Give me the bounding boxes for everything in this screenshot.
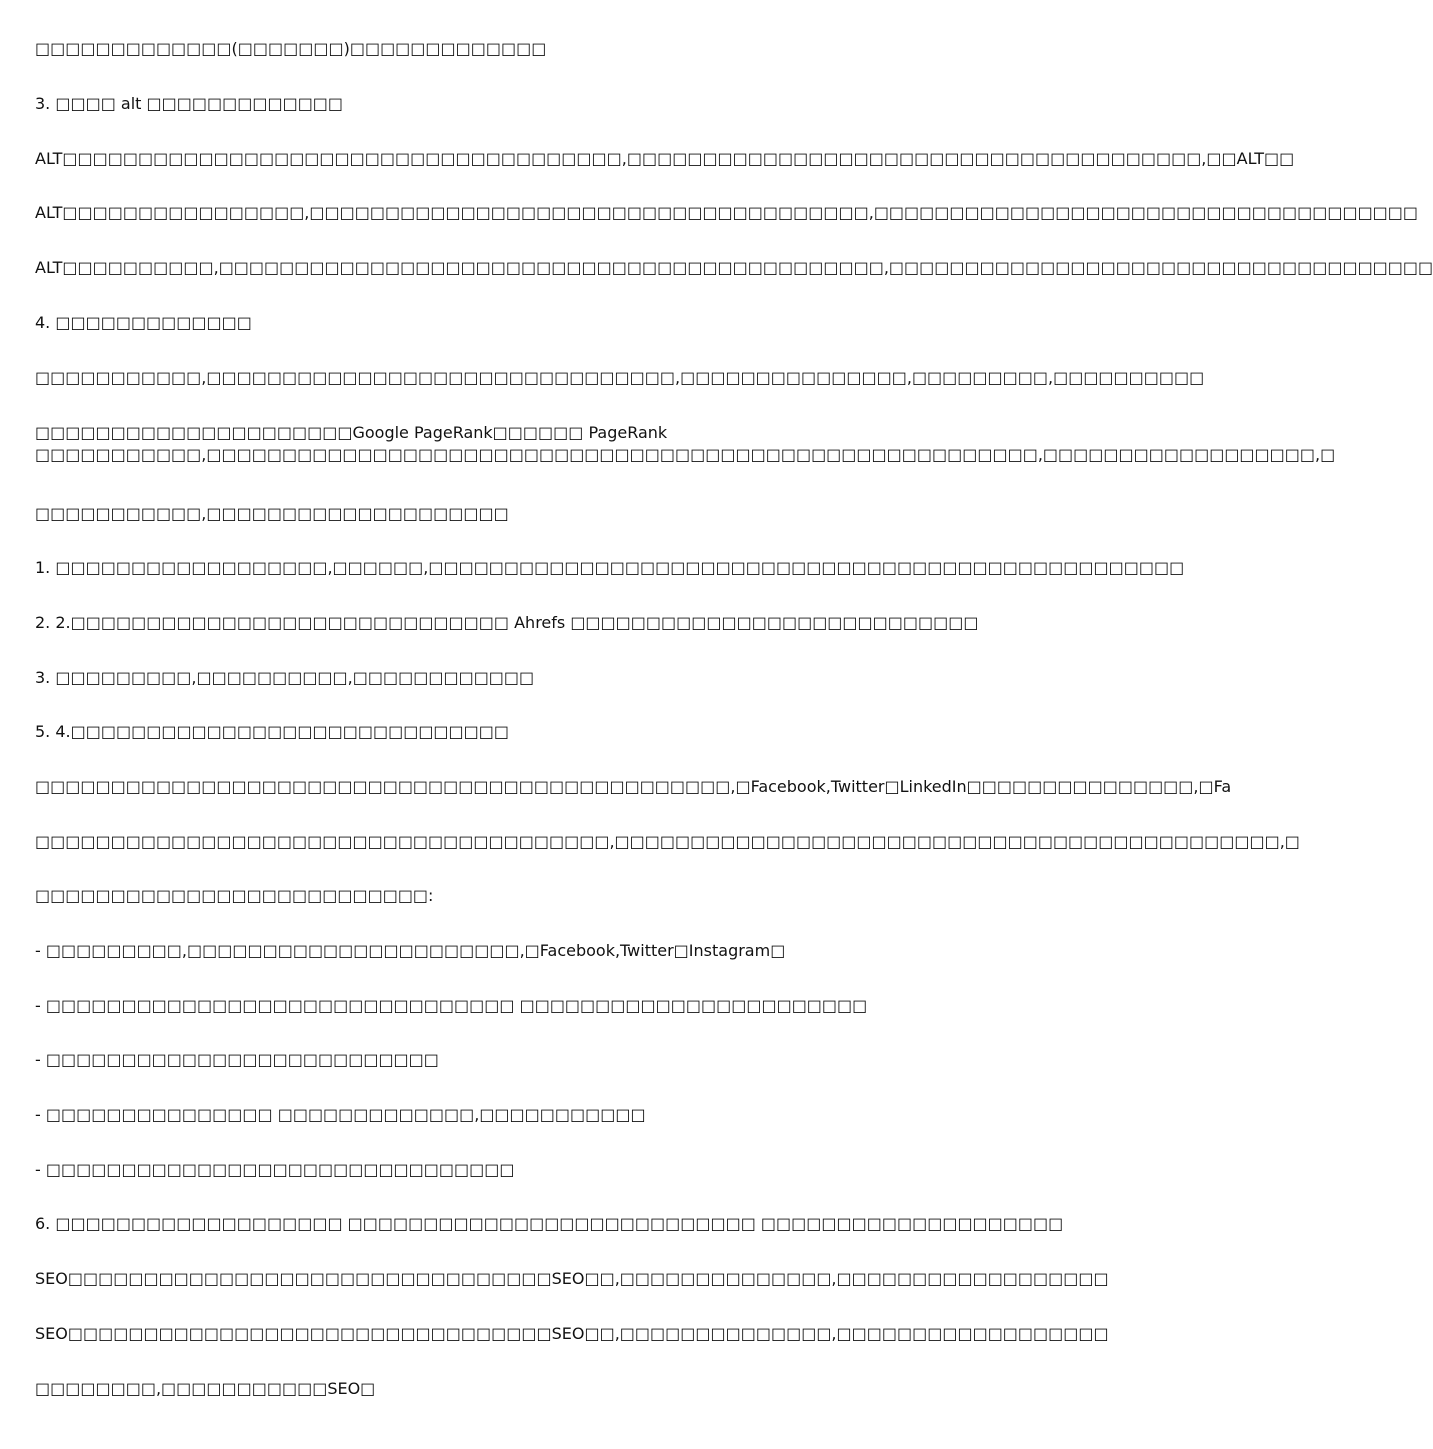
section-heading: 4. □□□□□□□□□□□□□ [35,313,252,332]
list-item: 3. □□□□□□□□□,□□□□□□□□□□,□□□□□□□□□□□□ [35,668,535,687]
section-heading: 3. □□□□ alt □□□□□□□□□□□□□ [35,94,344,113]
text-line: □□□□□□□□□□□,□□□□□□□□□□□□□□□□□□□□□□□□□□□□□□□□□□□□□□□□□□□□□□□□□□□□□□□,□□□□□□□□□□□□□□□□□□,□ [35,445,1336,464]
text-line: □□□□□□□□□□□□□(□□□□□□□)□□□□□□□□□□□□□ [35,39,547,58]
text-line: ALT□□□□□□□□□□□□□□□□,□□□□□□□□□□□□□□□□□□□□□□□□□□□□□□□□□□□□□,□□□□□□□□□□□□□□□□□□□□□□□□□□□□□□□□□□□□ [35,203,1419,222]
text-line: SEO□□□□□□□□□□□□□□□□□□□□□□□□□□□□□□□□SEO□□,□□□□□□□□□□□□□□,□□□□□□□□□□□□□□□□□□ [35,1324,1109,1343]
text-paragraph [35,422,1336,466]
text-line: □□□□□□□□□□□,□□□□□□□□□□□□□□□□□□□□ [35,504,509,523]
text-line: □□□□□□□□□□□□□□□□□□□□□□□□□□□□□□□□□□□□□□□□□□□□□□,□Facebook,Twitter□LinkedIn□□□□□□□□□□□□□□□,□Fa [35,777,1232,796]
section-heading: 5. 4.□□□□□□□□□□□□□□□□□□□□□□□□□□□□□ [35,722,510,741]
text-line: □□□□□□□□□□□,□□□□□□□□□□□□□□□□□□□□□□□□□□□□□□□,□□□□□□□□□□□□□□□,□□□□□□□□□,□□□□□□□□□□ [35,368,1205,387]
text-line: SEO□□□□□□□□□□□□□□□□□□□□□□□□□□□□□□□□SEO□□,□□□□□□□□□□□□□□,□□□□□□□□□□□□□□□□□□ [35,1269,1109,1288]
text-line: □□□□□□□□□□□□□□□□□□□□□Google PageRank□□□□□□ PageRank [35,423,668,442]
text-line: □□□□□□□□□□□□□□□□□□□□□□□□□□□□□□□□□□□□□□,□□□□□□□□□□□□□□□□□□□□□□□□□□□□□□□□□□□□□□□□□□□□,□ [35,832,1300,851]
bullet-item: - □□□□□□□□□,□□□□□□□□□□□□□□□□□□□□□□,□Facebook,Twitter□Instagram□ [35,941,786,960]
text-line: □□□□□□□□□□□□□□□□□□□□□□□□□□: [35,886,434,905]
bullet-item: - □□□□□□□□□□□□□□□ □□□□□□□□□□□□□,□□□□□□□□□□□ [35,1105,646,1124]
section-heading: 6. □□□□□□□□□□□□□□□□□□□ □□□□□□□□□□□□□□□□□□□□□□□□□□□ □□□□□□□□□□□□□□□□□□□□ [35,1214,1064,1233]
text-line: ALT□□□□□□□□□□,□□□□□□□□□□□□□□□□□□□□□□□□□□□□□□□□□□□□□□□□□□□□,□□□□□□□□□□□□□□□□□□□□□□□□□□□□□□□□□□□□ [35,258,1433,277]
bullet-item: - □□□□□□□□□□□□□□□□□□□□□□□□□□□□□□□ [35,1160,515,1179]
text-line: □□□□□□□□,□□□□□□□□□□□SEO□ [35,1379,376,1398]
list-item: 1. □□□□□□□□□□□□□□□□□□,□□□□□□,□□□□□□□□□□□□□□□□□□□□□□□□□□□□□□□□□□□□□□□□□□□□□□□□□□ [35,558,1185,577]
list-item: 2. 2.□□□□□□□□□□□□□□□□□□□□□□□□□□□□□ Ahrefs □□□□□□□□□□□□□□□□□□□□□□□□□□□ [35,613,979,632]
bullet-item: - □□□□□□□□□□□□□□□□□□□□□□□□□□ [35,1050,439,1069]
document-page [35,0,1433,1449]
bullet-item: - □□□□□□□□□□□□□□□□□□□□□□□□□□□□□□□ □□□□□□□□□□□□□□□□□□□□□□□ [35,996,868,1015]
text-line: ALT□□□□□□□□□□□□□□□□□□□□□□□□□□□□□□□□□□□□□,□□□□□□□□□□□□□□□□□□□□□□□□□□□□□□□□□□□□□□,□□ALT□□ [35,149,1295,168]
